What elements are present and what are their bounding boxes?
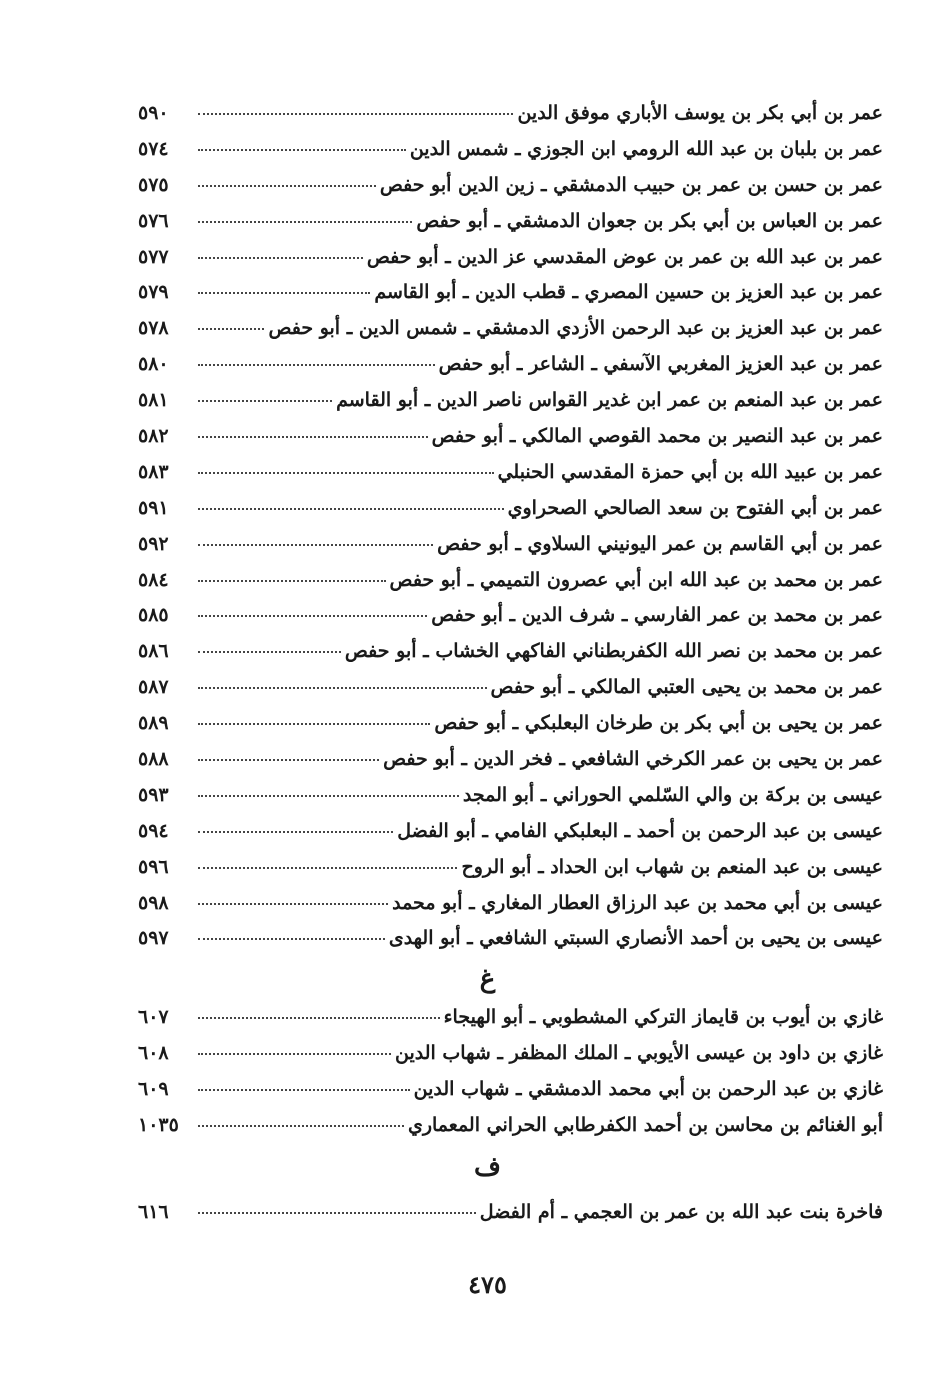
entry-name: عمر بن عبد العزيز بن حسين المصري ـ قطب الدين ـ أبو القاسم bbox=[374, 281, 883, 304]
index-entry bbox=[138, 311, 883, 347]
index-entry bbox=[138, 419, 883, 455]
entry-page-number: ٥٨٣ bbox=[138, 460, 169, 483]
entry-name: عمر بن عبد الله بن عمر بن عوض المقدسي عز الدين ـ أبو حفص bbox=[366, 245, 883, 268]
entry-name: عمر بن عبد العزيز المغربي الآسفي ـ الشاعر ـ أبو حفص bbox=[438, 353, 883, 376]
entry-name: عمر بن يحيى بن أبي بكر بن طرخان البعلبكي ـ أبو حفص bbox=[434, 712, 883, 735]
dot-leader bbox=[198, 1017, 440, 1019]
index-entry bbox=[138, 491, 883, 527]
entry-name: عمر بن يحيى بن عمر الكرخي الشافعي ـ فخر الدين ـ أبو حفص bbox=[383, 748, 883, 771]
section-heading-ghayn: غ bbox=[479, 964, 496, 994]
dot-leader bbox=[198, 1089, 410, 1091]
entry-name: عيسى بن يحيى بن أحمد الأنصاري السبتي الشافعي ـ أبو الهدى bbox=[388, 927, 883, 950]
index-list-fa bbox=[138, 1195, 883, 1231]
entry-name: عيسى بن أبي محمد بن عبد الرزاق العطار المغاري ـ أبو محمد bbox=[392, 891, 883, 914]
entry-page-number: ٥٨٩ bbox=[138, 712, 169, 735]
index-entry bbox=[138, 455, 883, 491]
index-entry bbox=[138, 921, 883, 957]
entry-page-number: ٥٨٥ bbox=[138, 604, 169, 627]
index-entry bbox=[138, 204, 883, 240]
entry-page-number: ٥٩٤ bbox=[138, 819, 169, 842]
entry-page-number: ٥٩٢ bbox=[138, 532, 169, 555]
page-number: ٤٧٥ bbox=[468, 1270, 507, 1299]
entry-name: عمر بن أبي القاسم بن عمر اليونيني السلاوي ـ أبو حفص bbox=[437, 532, 883, 555]
entry-page-number: ٥٨٦ bbox=[138, 640, 169, 663]
entry-name: غازي بن عبد الرحمن بن أبي محمد الدمشقي ـ شهاب الدين bbox=[413, 1077, 883, 1100]
dot-leader bbox=[198, 1212, 476, 1214]
index-entry bbox=[138, 383, 883, 419]
entry-name: غازي بن داود بن عيسى الأيوبي ـ الملك المظفر ـ شهاب الدين bbox=[395, 1041, 883, 1064]
dot-leader bbox=[198, 651, 341, 653]
entry-name: أبو الغنائم بن محاسن بن أحمد الكفرطابي الحراني المعماري bbox=[407, 1113, 883, 1136]
entry-name: عمر بن عبد العزيز بن عبد الرحمن الأزدي الدمشقي ـ شمس الدين ـ أبو حفص bbox=[268, 317, 883, 340]
entry-page-number: ٥٧٨ bbox=[138, 317, 169, 340]
index-entry bbox=[138, 96, 883, 132]
index-entry bbox=[138, 563, 883, 599]
dot-leader bbox=[198, 1053, 391, 1055]
index-entry bbox=[138, 850, 883, 886]
entry-name: عيسى بن عبد الرحمن بن أحمد ـ البعلبكي الفامي ـ أبو الفضل bbox=[397, 819, 883, 842]
index-entry bbox=[138, 240, 883, 276]
dot-leader bbox=[198, 292, 370, 294]
entry-name: عمر بن أبي بكر بن يوسف الأباري موفق الدين bbox=[517, 102, 883, 124]
entry-name: عيسى بن عبد المنعم بن شهاب ابن الحداد ـ أبو الروح bbox=[461, 855, 883, 878]
dot-leader bbox=[198, 149, 406, 151]
index-entry bbox=[138, 347, 883, 383]
index-entry bbox=[138, 598, 883, 634]
entry-name: عمر بن أبي الفتوح بن سعد الصالحي الصحراوي bbox=[507, 496, 883, 519]
dot-leader bbox=[198, 436, 428, 438]
index-entry bbox=[138, 814, 883, 850]
entry-page-number: ٥٨٢ bbox=[138, 425, 169, 448]
entry-page-number: ٦١٦ bbox=[138, 1201, 169, 1223]
dot-leader bbox=[198, 364, 435, 366]
entry-name: عمر بن حسن بن عمر بن حبيب الدمشقي ـ زين الدين أبو حفص bbox=[379, 173, 883, 196]
entry-name: عمر بن بلبان بن عبد الله الرومي ابن الجوزي ـ شمس الدين bbox=[409, 137, 883, 160]
dot-leader bbox=[198, 831, 393, 833]
index-entry bbox=[138, 168, 883, 204]
entry-page-number: ٦٠٨ bbox=[138, 1041, 169, 1064]
index-list-ayn bbox=[138, 96, 883, 957]
index-entry bbox=[138, 527, 883, 563]
index-entry bbox=[138, 1000, 883, 1036]
index-entry bbox=[138, 275, 883, 311]
index-list-ghayn bbox=[138, 1000, 883, 1144]
entry-name: عمر بن محمد بن عمر الفارسي ـ شرف الدين ـ أبو حفص bbox=[431, 604, 883, 627]
entry-page-number: ٦٠٩ bbox=[138, 1077, 169, 1100]
entry-name: فاخرة بنت عبد الله بن عمر بن العجمي ـ أم الفضل bbox=[479, 1201, 883, 1223]
entry-name: عيسى بن بركة بن والي السّلمي الحوراني ـ أبو المجد bbox=[462, 783, 883, 806]
entry-name: عمر بن العباس بن أبي بكر بن جعوان الدمشقي ـ أبو حفص bbox=[416, 209, 883, 232]
dot-leader bbox=[198, 687, 487, 689]
entry-name: عمر بن محمد بن عبد الله ابن أبي عصرون التميمي ـ أبو حفص bbox=[389, 568, 883, 591]
index-entry bbox=[138, 742, 883, 778]
entry-page-number: ٥٨٧ bbox=[138, 676, 169, 699]
entry-page-number: ٥٧٦ bbox=[138, 209, 169, 232]
dot-leader bbox=[198, 795, 459, 797]
entry-page-number: ٥٧٤ bbox=[138, 137, 169, 160]
entry-page-number: ٥٨٠ bbox=[138, 353, 169, 376]
entry-page-number: ٥٩١ bbox=[138, 496, 169, 519]
entry-page-number: ٦٠٧ bbox=[138, 1006, 169, 1028]
dot-leader bbox=[198, 1125, 404, 1127]
entry-name: عمر بن عبد النصير بن محمد القوصي المالكي ـ أبو حفص bbox=[431, 425, 883, 448]
dot-leader bbox=[198, 400, 332, 402]
entry-name: عمر بن محمد بن يحيى العتبي المالكي ـ أبو حفص bbox=[490, 676, 883, 699]
index-entry bbox=[138, 886, 883, 922]
index-entry bbox=[138, 1036, 883, 1072]
index-entry bbox=[138, 1195, 883, 1231]
entry-page-number: ٥٩٦ bbox=[138, 855, 169, 878]
entry-page-number: ٥٩٣ bbox=[138, 783, 169, 806]
entry-page-number: ١٠٣٥ bbox=[138, 1113, 179, 1136]
dot-leader bbox=[198, 508, 504, 510]
index-entry bbox=[138, 1072, 883, 1108]
entry-page-number: ٥٨٨ bbox=[138, 748, 169, 771]
entry-page-number: ٥٨٤ bbox=[138, 568, 169, 591]
dot-leader bbox=[198, 113, 513, 115]
index-entry bbox=[138, 670, 883, 706]
index-entry bbox=[138, 132, 883, 168]
dot-leader bbox=[198, 328, 264, 330]
entry-name: عمر بن محمد بن نصر الله الكفربطناني الفاكهي الخشاب ـ أبو حفص bbox=[344, 640, 883, 663]
dot-leader bbox=[198, 221, 412, 223]
entry-name: غازي بن أيوب بن قايماز التركي المشطوبي ـ أبو الهيجاء bbox=[443, 1006, 883, 1028]
entry-page-number: ٥٩٨ bbox=[138, 891, 169, 914]
index-entry bbox=[138, 634, 883, 670]
entry-page-number: ٥٨١ bbox=[138, 389, 169, 412]
dot-leader bbox=[198, 580, 386, 582]
dot-leader bbox=[198, 759, 379, 761]
index-entry bbox=[138, 778, 883, 814]
dot-leader bbox=[198, 615, 427, 617]
entry-page-number: ٥٩٧ bbox=[138, 927, 169, 950]
index-entry bbox=[138, 706, 883, 742]
entry-page-number: ٥٧٩ bbox=[138, 281, 169, 304]
dot-leader bbox=[198, 257, 363, 259]
entry-name: عمر بن عبيد الله بن أبي حمزة المقدسي الحنبلي bbox=[497, 460, 883, 483]
dot-leader bbox=[198, 472, 494, 474]
entry-page-number: ٥٧٧ bbox=[138, 245, 169, 268]
entry-page-number: ٥٩٠ bbox=[138, 102, 169, 124]
dot-leader bbox=[198, 185, 376, 187]
entry-page-number: ٥٧٥ bbox=[138, 173, 169, 196]
dot-leader bbox=[198, 723, 430, 725]
dot-leader bbox=[198, 903, 388, 905]
dot-leader bbox=[198, 938, 385, 940]
index-entry bbox=[138, 1108, 883, 1144]
section-heading-fa: ف bbox=[474, 1152, 501, 1182]
dot-leader bbox=[198, 544, 433, 546]
dot-leader bbox=[198, 867, 457, 869]
entry-name: عمر بن عبد المنعم بن عمر ابن غدير القواس ناصر الدين ـ أبو القاسم bbox=[336, 389, 883, 412]
